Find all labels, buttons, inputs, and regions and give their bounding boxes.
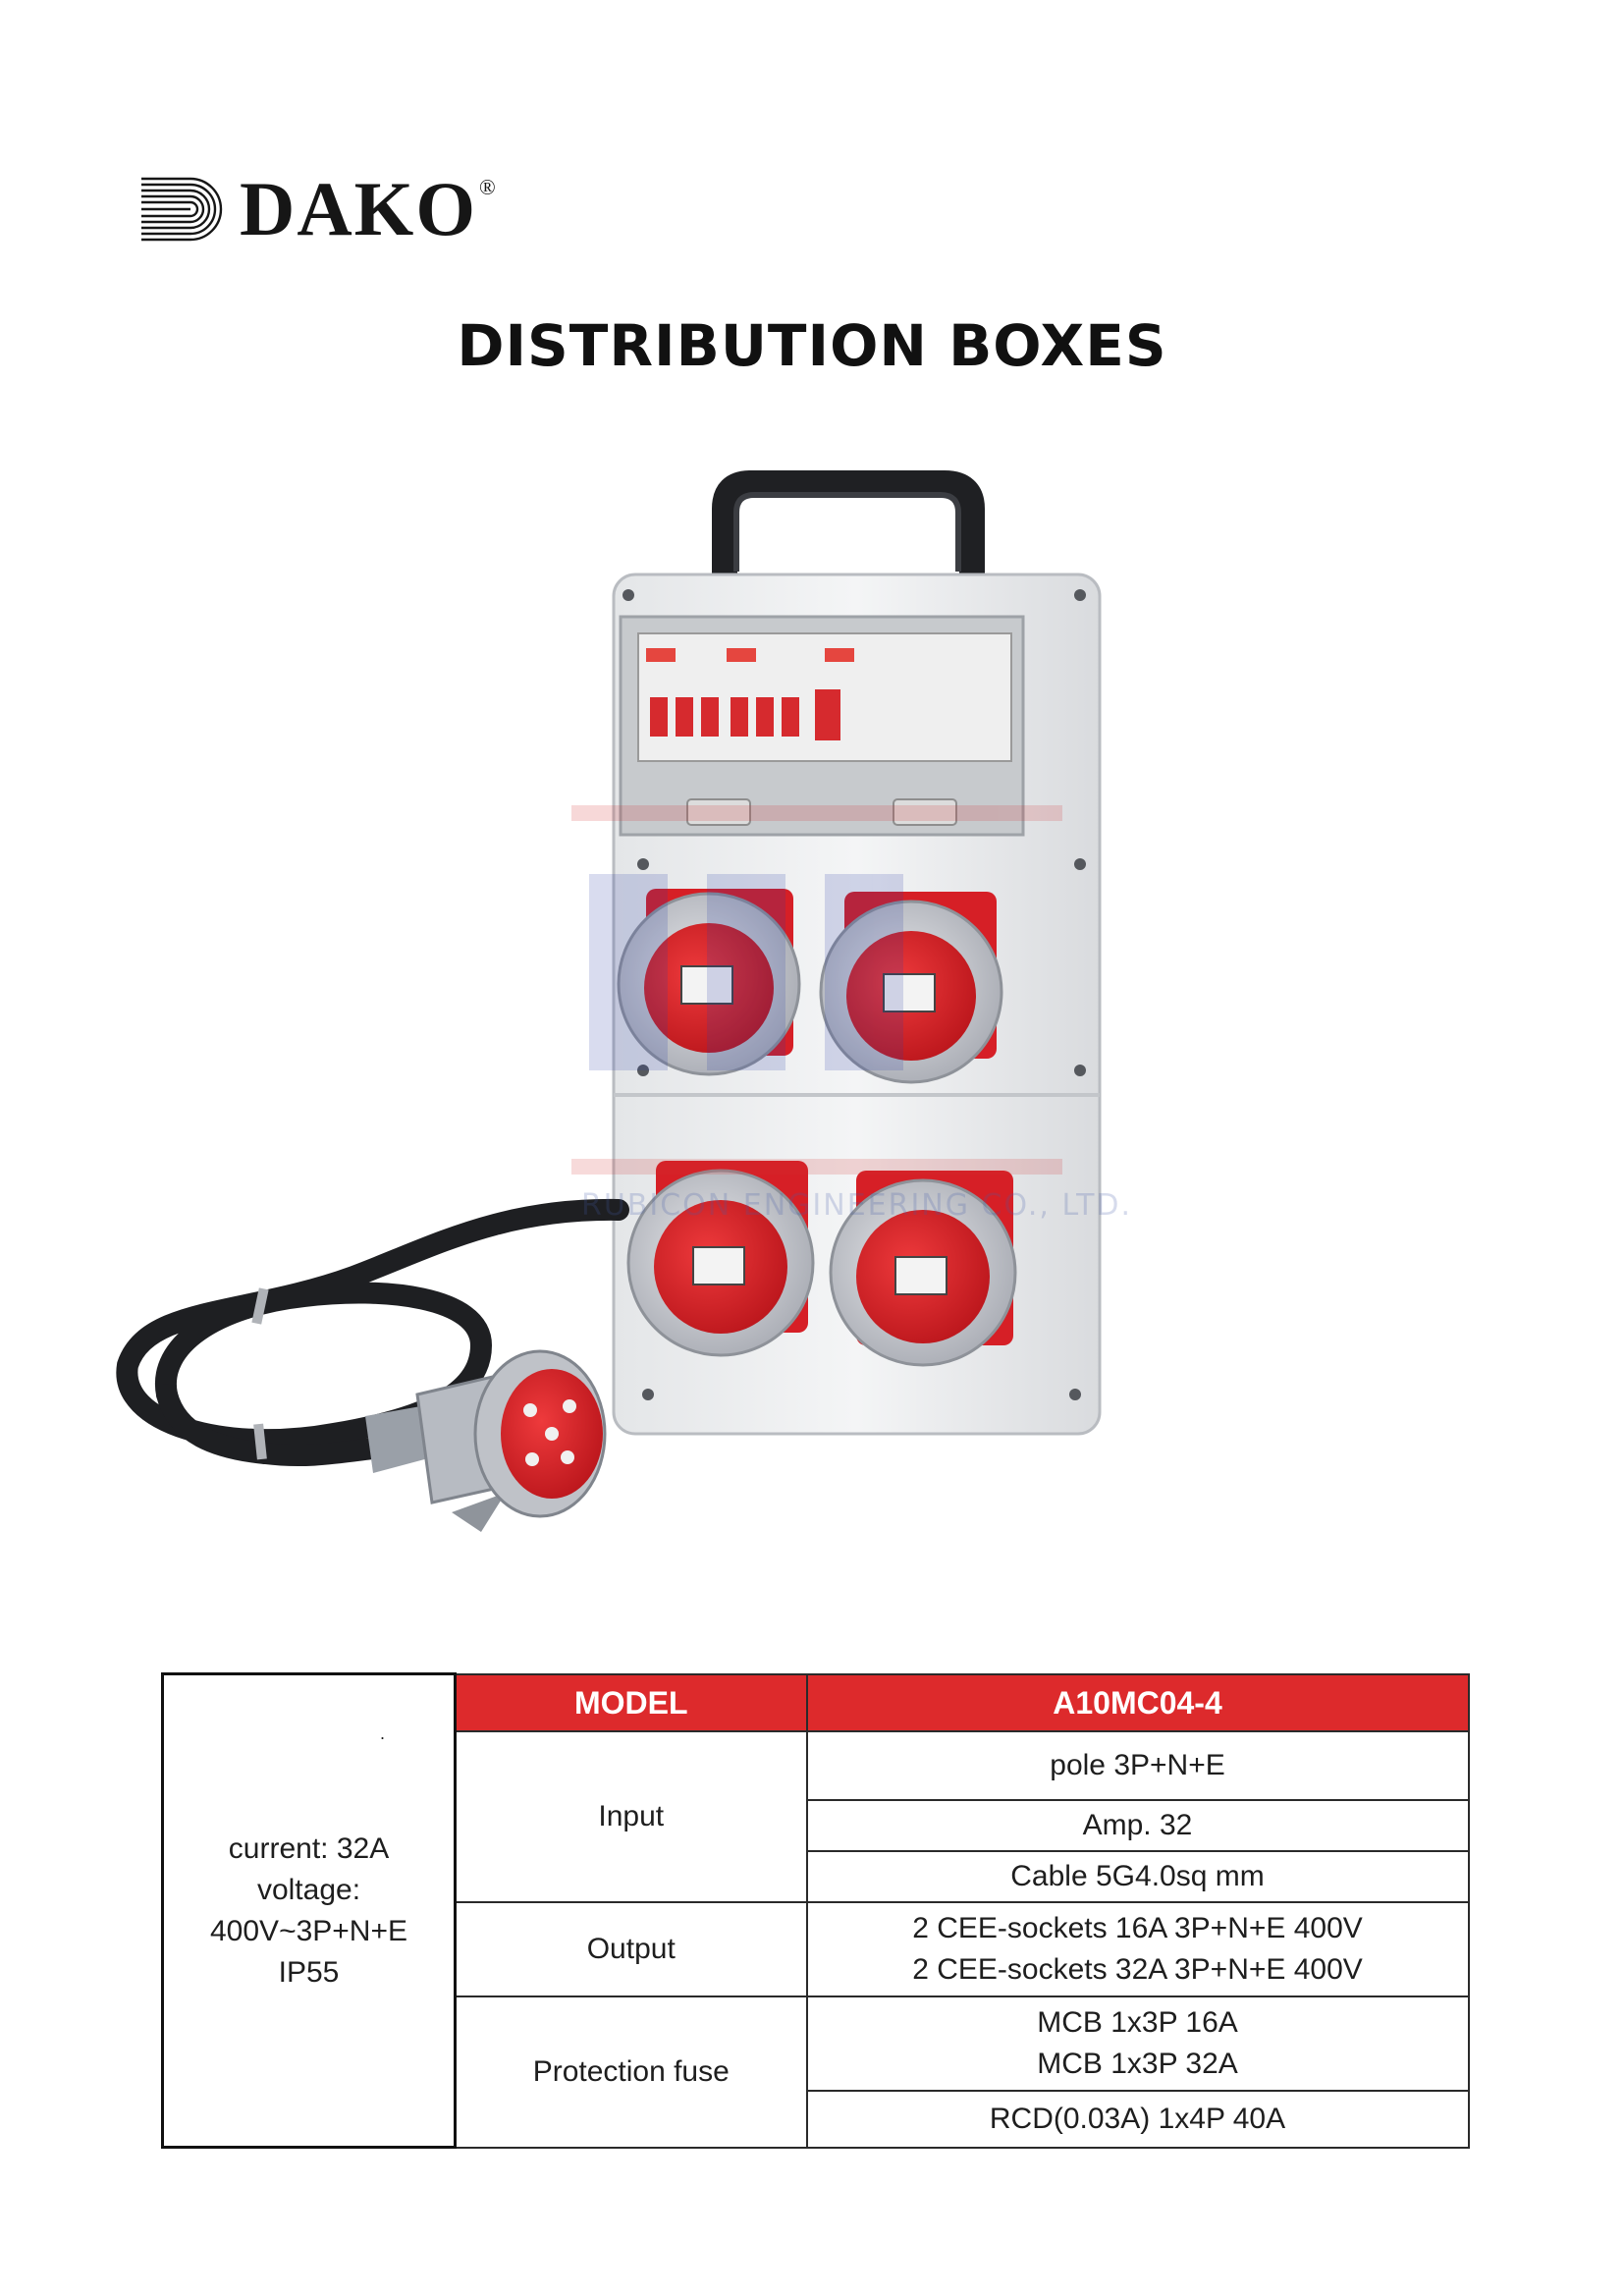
- model-header: MODEL: [456, 1674, 807, 1731]
- model-value-header: A10MC04-4: [807, 1674, 1469, 1731]
- output-values: [807, 1902, 1469, 1996]
- summary-voltage-value: 400V~3P+N+E: [210, 1914, 407, 1947]
- summary-cell: [163, 1674, 456, 2148]
- summary-current: current: 32A: [228, 1831, 390, 1865]
- distribution-box-illustration: [108, 462, 1133, 1620]
- protection-mcb-16a: MCB 1x3P 16A: [1037, 2005, 1238, 2039]
- input-pole: pole 3P+N+E: [807, 1731, 1469, 1800]
- output-label: Output: [456, 1902, 807, 1996]
- brand-name: DAKO: [240, 166, 477, 251]
- summary-ip-rating: IP55: [278, 1955, 340, 1989]
- protection-rcd: RCD(0.03A) 1x4P 40A: [807, 2091, 1469, 2148]
- output-socket-32a: 2 CEE-sockets 32A 3P+N+E 400V: [912, 1952, 1363, 1986]
- output-socket-16a: 2 CEE-sockets 16A 3P+N+E 400V: [912, 1911, 1363, 1944]
- page-title: DISTRIBUTION BOXES: [457, 312, 1167, 379]
- summary-voltage-label: voltage:: [256, 1873, 361, 1906]
- protection-mcb-32a: MCB 1x3P 32A: [1037, 2047, 1238, 2080]
- input-cable: Cable 5G4.0sq mm: [807, 1851, 1469, 1902]
- protection-mcb: [807, 1996, 1469, 2091]
- summary-dot: .: [380, 1723, 386, 1743]
- registered-mark: ®: [479, 175, 496, 199]
- watermark-text: RUBICON ENGINEERING CO., LTD.: [581, 1188, 1133, 1223]
- input-amp: Amp. 32: [807, 1800, 1469, 1851]
- protection-label: Protection fuse: [456, 1996, 807, 2148]
- brand-logo: [139, 166, 496, 251]
- input-label: Input: [456, 1731, 807, 1902]
- spec-table: [161, 1672, 1470, 2149]
- product-image: [108, 462, 1133, 1620]
- dako-d-mark-icon: [139, 175, 234, 244]
